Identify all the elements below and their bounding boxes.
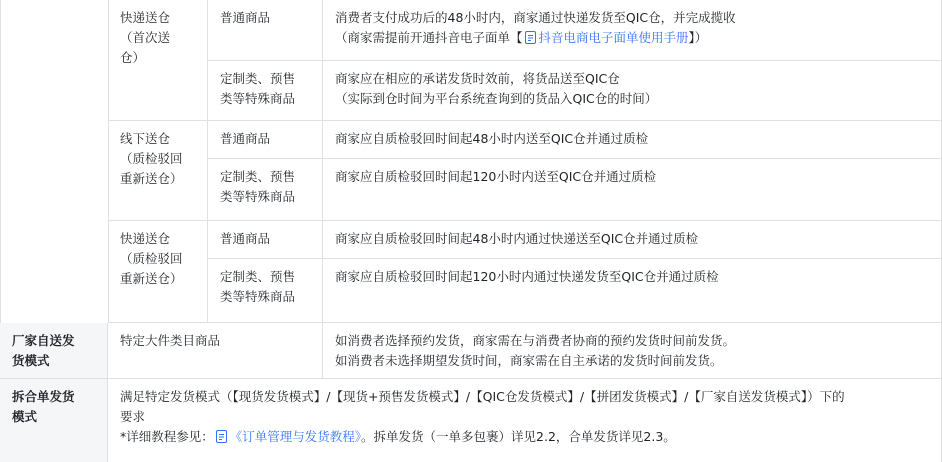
method-cell [108,221,208,323]
mode-header-label: 货模式 [12,353,50,368]
category-label: 定制类、预售 [220,269,296,284]
mode-header-label: 模式 [12,409,38,424]
rule-text: 消费者支付成功后的48小时内，商家通过快递发货至QIC仓，并完成揽收 [335,10,736,25]
rule-text-suffix: 】） [688,30,708,45]
rule-cell [108,379,942,462]
mode-header-cell [0,323,108,379]
method-line: 线下送仓 [120,131,171,146]
category-label: 定制类、预售 [220,169,296,184]
category-label: 普通商品 [220,10,271,25]
rule-cell [323,61,942,121]
category-label: 定制类、预售 [220,71,296,86]
category-label: 特定大件类目商品 [120,333,221,348]
mode-header-cell [0,379,108,462]
category-label: 普通商品 [220,231,271,246]
rule-text-prefix: （商家需提前开通抖音电子面单【 [335,30,523,45]
ecommerce-waybill-manual-link[interactable]: 抖音电商电子面单使用手册 [538,30,689,45]
method-line: 重新送仓） [120,171,183,186]
rule-text: 商家应自质检驳回时间起48小时内送至QIC仓并通过质检 [335,131,649,146]
method-line: 重新送仓） [120,271,183,286]
rule-text: 满足特定发货模式（【现货发货模式】/【现货+预售发货模式】/【QIC仓发货模式】/【拼团发货模式】/【厂家自送发货模式】）下的 [120,389,845,404]
rule-text: （实际到仓时间为平台系统查询到的货品入QIC仓的时间） [335,91,658,106]
method-line: （首次送 [120,30,171,45]
rule-cell [323,221,942,259]
rule-text-suffix: 。拆单发货（一单多包裹）详见2.2，合单发货详见2.3。 [361,429,676,444]
method-line: 快递送仓 [120,10,171,25]
rule-cell [323,0,942,61]
rule-text: 商家应自质检驳回时间起48小时内通过快递送至QIC仓并通过质检 [335,231,699,246]
category-label: 类等特殊商品 [220,91,296,106]
category-label: 类等特殊商品 [220,189,296,204]
category-cell [208,121,323,159]
rule-text: 商家应自质检驳回时间起120小时内通过快递发货至QIC仓并通过质检 [335,269,719,284]
category-label: 类等特殊商品 [220,289,296,304]
category-cell [208,259,323,323]
method-cell [108,0,208,121]
rule-text: 商家应自质检驳回时间起120小时内送至QIC仓并通过质检 [335,169,657,184]
category-cell [208,159,323,221]
category-cell [208,221,323,259]
mode-header-label: 厂家自送发 [12,333,75,348]
method-line: 仓） [120,50,146,65]
rule-cell [323,259,942,323]
rule-text: 商家应在相应的承诺发货时效前，将货品送至QIC仓 [335,71,620,86]
rule-cell [323,121,942,159]
rule-text: 要求 [120,409,146,424]
rule-text [335,28,929,48]
order-shipping-tutorial-link[interactable]: 《订单管理与发货教程》 [229,429,362,444]
method-line: （质检驳回 [120,151,183,166]
category-cell [208,61,323,121]
rule-cell [323,159,942,221]
method-line: （质检驳回 [120,251,183,266]
category-cell [208,0,323,61]
document-icon [525,31,536,44]
document-icon [216,430,227,443]
rule-text: 如消费者未选择期望发货时间，商家需在自主承诺的发货时间前发货。 [335,353,723,368]
rule-cell [323,323,942,379]
rule-text [120,427,929,447]
mode-header-label: 拆合单发货 [12,389,75,404]
category-label: 普通商品 [220,131,271,146]
rule-text: 如消费者选择预约发货，商家需在与消费者协商的预约发货时间前发货。 [335,333,736,348]
method-line: 快递送仓 [120,231,171,246]
rule-text-prefix: *详细教程参见： [120,429,214,444]
method-cell [108,121,208,221]
category-cell [108,323,323,379]
